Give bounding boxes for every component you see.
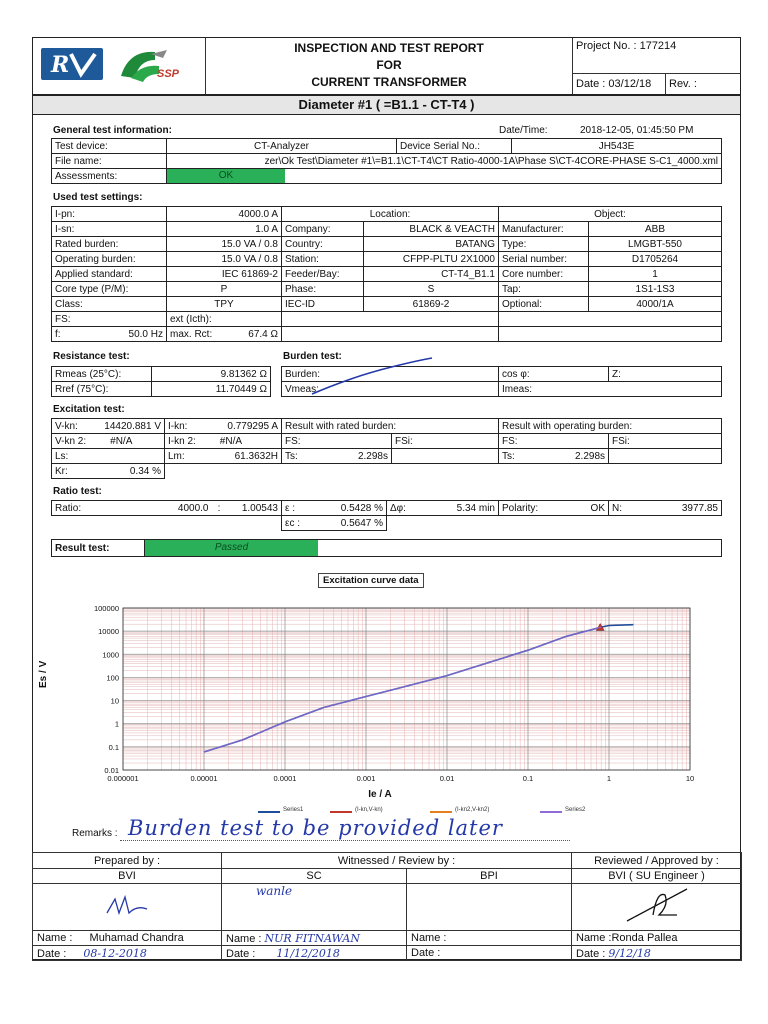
rmeas-value: 9.81362 Ω [152,367,271,382]
date-label-3: Date : [407,946,572,961]
legend-series1: Series1 [283,807,304,813]
approved-org: BVI ( SU Engineer ) [572,869,742,884]
signoff-table [32,852,742,961]
witness-org-2: BPI [407,869,572,884]
witness-date: 11/12/2018 [276,946,340,960]
fs-oper-label: FS: [499,434,609,449]
legend-series2: Series2 [565,807,586,813]
rref-value: 11.70449 Ω [152,382,271,397]
project-number: Project No. : 177214 [576,40,677,52]
chart-ylabel: Es / V [38,660,49,688]
f-value: 50.0 Hz [128,328,163,340]
test-device-value: CT-Analyzer [167,139,397,154]
signature-witness-text: wanle [256,884,293,898]
file-label: File name: [52,154,167,169]
phase-value: S [364,282,499,297]
station-value: CFPP-PLTU 2X1000 [364,252,499,267]
file-value: zer\Ok Test\Diameter #1\=B1.1\CT-T4\CT Ratio-4000-1A\Phase S\CT-4CORE-PHASE S-C1_4000.xml [167,154,722,169]
svg-text:R: R [51,52,70,78]
legend-swatch-kn2 [430,811,452,813]
diameter-title: Diameter #1 ( =B1.1 - CT-T4 ) [298,97,475,112]
z-label: Z: [609,367,722,382]
approved-head: Reviewed / Approved by : [572,853,742,869]
optional-value: 4000/1A [589,297,722,312]
witness-name: NUR FITNAWAN [264,931,360,945]
iec-id-value: 61869-2 [364,297,499,312]
station-label: Station: [282,252,364,267]
vkn-label: V-kn: [55,420,78,432]
dphi-label: Δφ: [390,502,406,514]
signature-icon [617,885,697,927]
burden-strike-mark [310,356,435,396]
dphi-value: 5.34 min [456,502,495,514]
rated-burden-head: Result with rated burden: [282,419,499,434]
signature-prepared [33,884,222,931]
y-tick-label: 10000 [98,627,119,637]
phase-label: Phase: [282,282,364,297]
y-tick-label: 100000 [93,604,119,613]
kr-value: 0.34 % [129,465,161,477]
imeas-label: Imeas: [499,382,722,397]
y-tick-label: 1000 [102,650,119,660]
witnessed-head: Witnessed / Review by : [222,853,572,869]
prepared-head: Prepared by : [33,853,222,869]
vmeas-label: Vmeas: [282,382,499,397]
serial-number-label: Serial number: [499,252,589,267]
maxrct-cell [167,327,282,342]
polarity-label: Polarity: [502,502,539,514]
feeder-value: CT-T4_B1.1 [364,267,499,282]
country-label: Country: [282,237,364,252]
report-title [206,40,572,91]
feeder-label: Feeder/Bay: [282,267,364,282]
serial-number-value: D1705264 [589,252,722,267]
signature-icon [97,891,157,921]
resistance-table [51,366,271,397]
ratio-section-title: Ratio test: [53,486,102,497]
settings-section-title: Used test settings: [53,192,143,203]
chart-title: Excitation curve data [318,573,424,588]
iec-id-label: IEC-ID [282,297,364,312]
date-label-4: Date : [576,947,606,960]
f-cell [52,327,167,342]
vkn2-label: V-kn 2: [55,435,87,447]
excitation-chart [60,598,720,788]
remarks-label: Remarks : [72,828,118,839]
x-tick-label: 0.0001 [273,774,297,783]
legend-kn2: (I-kn2,V-kn2) [455,807,490,813]
diameter-banner [32,95,741,115]
cos-label: cos φ: [499,367,609,382]
company-logo-ssp [115,44,205,86]
report-date: Date : 03/12/18 [576,78,652,90]
country-value: BATANG [364,237,499,252]
rmeas-label: Rmeas (25°C): [52,367,152,382]
fs-rated-label: FS: [282,434,392,449]
test-device-label: Test device: [52,139,167,154]
date-label-1: Date : [37,947,67,960]
epsc-value: 0.5647 % [340,517,383,529]
standard-label: Applied standard: [52,267,167,282]
polarity-value: OK [590,502,605,514]
burden-label: Burden: [282,367,499,382]
location-table [281,206,499,342]
y-tick-label: 100 [106,673,119,683]
isn-value: 1.0 A [167,222,282,237]
y-tick-label: 10 [110,696,119,706]
y-tick-label: 1 [114,719,119,729]
ratio-colon: : [212,501,227,516]
x-tick-label: 1 [606,774,612,783]
x-tick-label: 0.001 [356,774,376,783]
title-line-1: INSPECTION AND TEST REPORT [294,41,484,55]
name-label-3: Name : [407,931,572,946]
operating-burden-head: Result with operating burden: [499,419,722,434]
fsi-rated-label: FSi: [392,434,499,449]
type-value: LMGBT-550 [589,237,722,252]
report-header [32,37,741,95]
kr-label: Kr: [55,465,68,477]
resistance-section-title: Resistance test: [53,351,130,362]
result-value: Passed [145,540,318,556]
rated-burden-label: Rated burden: [52,237,167,252]
core-type-label: Core type (P/M): [52,282,167,297]
excitation-right-table [281,418,722,464]
chart-xlabel: Ie / A [368,789,392,800]
fs-label: FS: [52,312,167,327]
object-head: Object: [499,207,722,222]
datetime-value: 2018-12-05, 01:45:50 PM [580,125,694,136]
company-label: Company: [282,222,364,237]
isn-label: I-sn: [52,222,167,237]
burden-section-title: Burden test: [283,351,342,362]
ts-rated-label: Ts: [285,450,298,462]
y-tick-label: 0.01 [104,766,119,775]
ipn-value: 4000.0 A [167,207,282,222]
eps-label: ε : [285,502,296,514]
class-label: Class: [52,297,167,312]
ikn-value: 0.779295 A [227,420,278,432]
ratio-label: Ratio: [52,501,102,516]
maxrct-label: max. Rct: [170,328,213,340]
operating-burden-label: Operating burden: [52,252,167,267]
ssp-logo-text: SSP [157,68,180,80]
type-label: Type: [499,237,589,252]
ipn-label: I-pn: [52,207,167,222]
ikn2-label: I-kn 2: [168,435,196,447]
ratio-secondary: 1.00543 [227,501,282,516]
fsi-oper-label: FSi: [609,434,722,449]
x-tick-label: 0.00001 [190,774,218,783]
rated-burden-value: 15.0 VA / 0.8 [167,237,282,252]
serial-label: Device Serial No.: [397,139,512,154]
y-tick-label: 0.1 [108,742,119,752]
name-label-1: Name : [37,932,73,944]
result-label: Result test: [52,540,145,557]
company-logo-rv [41,48,103,80]
standard-value: IEC 61869-2 [167,267,282,282]
ts-oper-label: Ts: [502,450,515,462]
prepared-date: 08-12-2018 [83,946,147,960]
general-table [51,138,722,184]
assess-label: Assessments: [52,169,167,184]
legend-swatch-series1 [258,811,280,813]
company-value: BLACK & VEACTH [364,222,499,237]
remarks-handwritten: Burden test to be provided later [128,816,503,840]
approver-name: Ronda Pallea [611,932,678,944]
ext-label: ext (Icth): [170,313,212,325]
signature-witness-1 [222,884,407,931]
ts-rated-value: 2.298s [357,450,388,462]
lm-label: Lm: [168,450,185,462]
serial-value: JH543E [512,139,722,154]
ratio-primary: 4000.0 [102,501,212,516]
ts-oper-value: 2.298s [574,450,606,462]
result-table [51,539,722,557]
manufacturer-value: ABB [589,222,722,237]
assess-value: OK [167,169,285,183]
x-tick-label: 0.01 [439,774,455,783]
operating-burden-value: 15.0 VA / 0.8 [167,252,282,267]
revision: Rev. : [669,78,697,90]
class-value: TPY [167,297,282,312]
core-number-label: Core number: [499,267,589,282]
x-tick-label: 0.000001 [107,774,139,783]
tap-value: 1S1-1S3 [589,282,722,297]
datetime-label: Date/Time: [499,125,548,136]
eps-value: 0.5428 % [340,502,383,514]
rv-logo-icon [41,48,103,80]
location-head: Location: [282,207,499,222]
title-line-2: FOR [376,58,402,72]
object-table [498,206,722,342]
excitation-left-table [51,418,282,479]
signature-approved [572,884,742,931]
n-value: 3977.85 [681,502,718,514]
x-tick-label: 0.1 [522,774,534,783]
epsc-label: εc : [285,517,301,529]
ikn2-value: #N/A [219,435,243,447]
optional-label: Optional: [499,297,589,312]
signature-witness-2 [407,884,572,931]
name-label-2: Name : [226,932,262,945]
approver-date: 9/12/18 [608,946,651,960]
settings-left-table [51,206,282,342]
core-type-value: P [167,282,282,297]
maxrct-value: 67.4 Ω [248,328,278,340]
lm-value: 61.3632H [234,450,278,462]
prepared-org: BVI [33,869,222,884]
ikn-label: I-kn: [168,420,188,432]
x-tick-label: 10 [685,774,695,783]
tap-label: Tap: [499,282,589,297]
ratio-table [51,500,722,531]
vkn-value: 14420.881 V [104,420,161,432]
ls-label: Ls: [52,449,165,464]
excitation-section-title: Excitation test: [53,404,125,415]
prepared-name: Muhamad Chandra [89,932,184,944]
ext-cell [167,312,282,327]
legend-swatch-kn [330,811,352,813]
manufacturer-label: Manufacturer: [499,222,589,237]
n-label: N: [612,502,622,514]
f-label: f: [55,328,61,340]
legend-swatch-series2 [540,811,562,813]
witness-org-1: SC [222,869,407,884]
name-label-4: Name : [576,932,612,944]
core-number-value: 1 [589,267,722,282]
date-label-2: Date : [226,947,256,960]
title-line-3: CURRENT TRANSFORMER [311,75,467,89]
rref-label: Rref (75°C): [52,382,152,397]
general-section-title: General test information: [53,125,172,136]
legend-kn: (I-kn,V-kn) [355,807,383,813]
vkn2-value: #N/A [110,435,133,447]
